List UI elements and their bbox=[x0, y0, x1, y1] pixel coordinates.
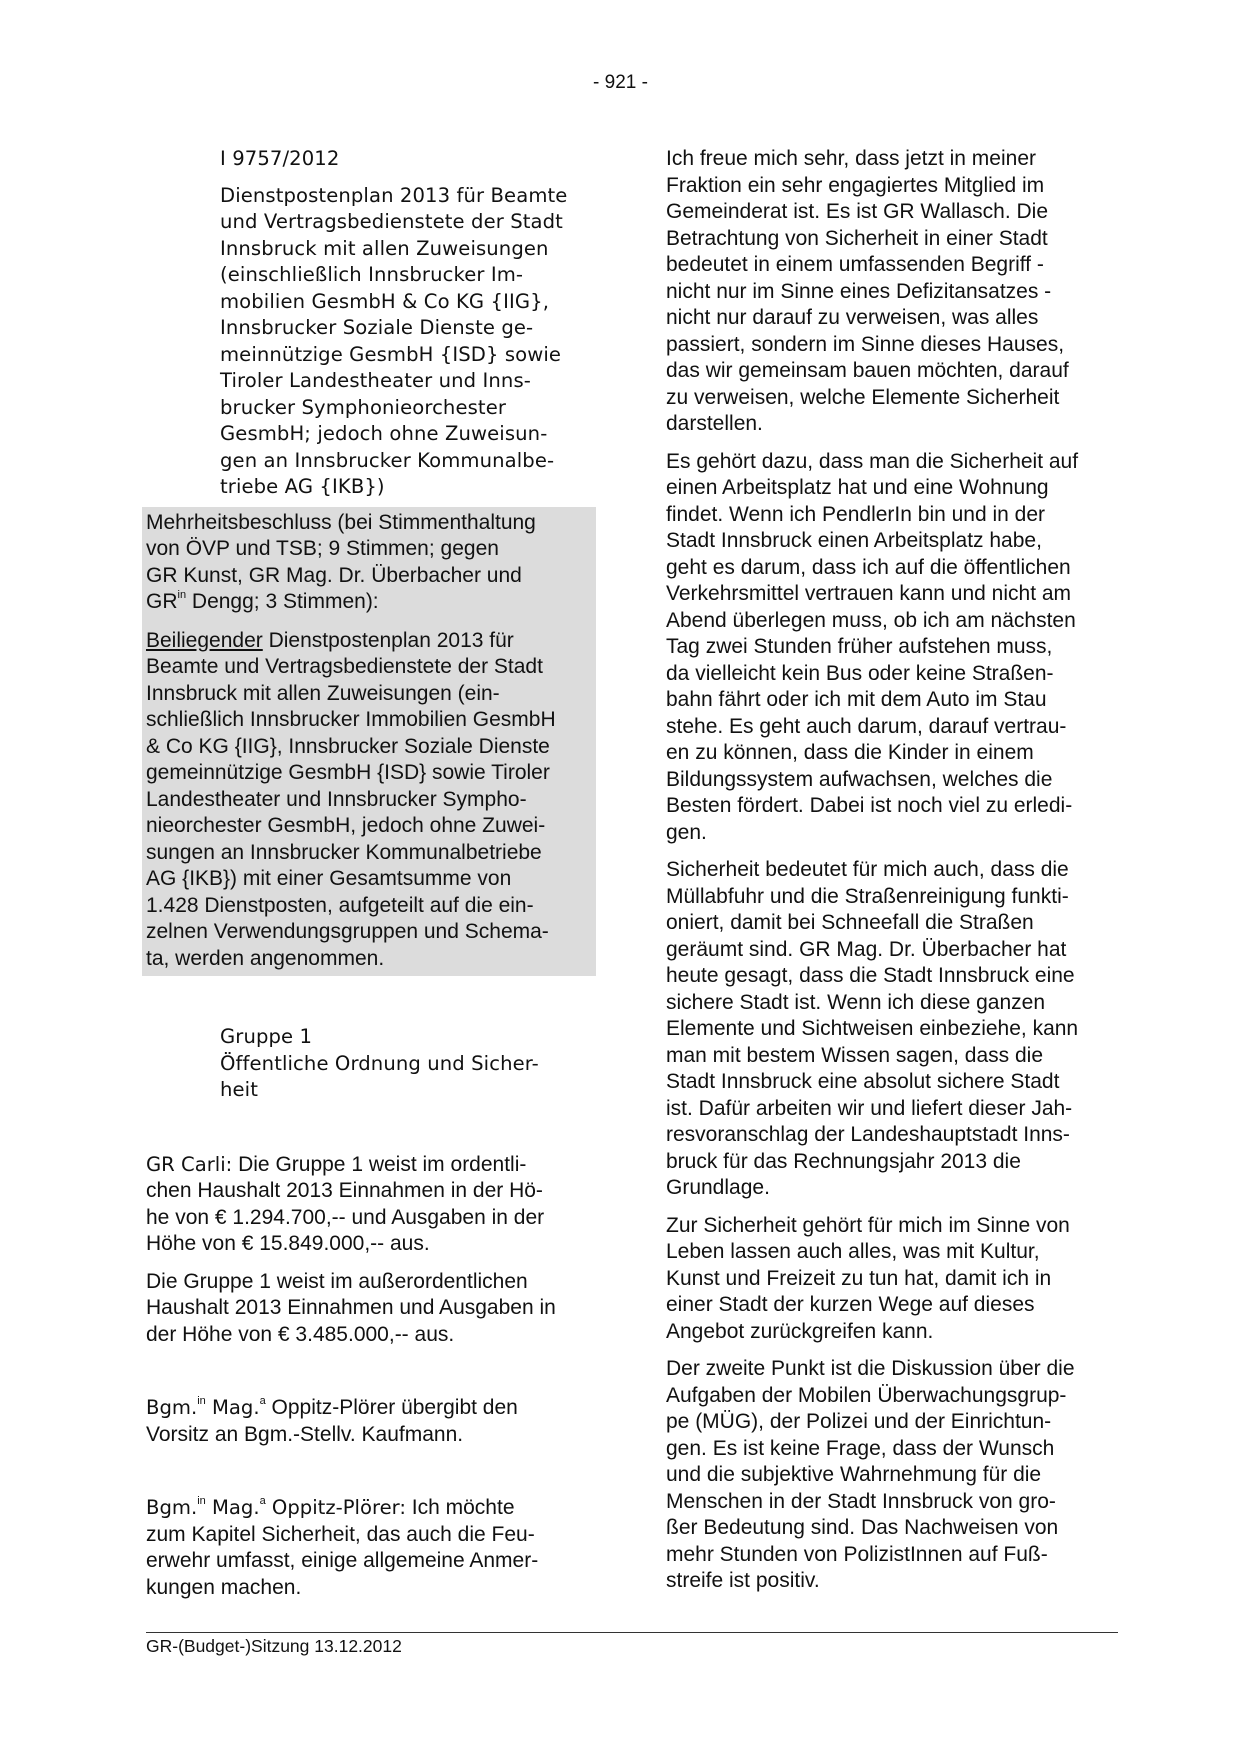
paragraph-line: man mit bestem Wissen sagen, dass die bbox=[666, 1043, 1043, 1067]
footer-divider bbox=[146, 1632, 1118, 1633]
paragraph-line: darstellen. bbox=[666, 412, 763, 435]
paragraph-line: streife ist positiv. bbox=[666, 1569, 820, 1592]
title-line: gen an Innsbrucker Kommunalbe- bbox=[220, 448, 555, 472]
paragraph-line: Kunst und Freizeit zu tun hat, damit ich in bbox=[666, 1266, 1052, 1290]
resolution-line bbox=[146, 589, 592, 616]
handover-paragraph bbox=[146, 1395, 596, 1448]
paragraph-line: bedeutet in einem umfassenden Begriff - bbox=[666, 253, 1044, 276]
decision-line: Landestheater und Innsbrucker Sympho- bbox=[146, 787, 527, 811]
paragraph-line: nicht nur darauf zu verweisen, was alles bbox=[666, 306, 1039, 329]
agenda-item-heading bbox=[220, 146, 596, 501]
decision-line: sungen an Innsbrucker Kommunalbetriebe bbox=[146, 840, 542, 864]
paragraph-line: bahn fährt oder ich mit dem Auto im Stau bbox=[666, 688, 1047, 711]
decision-line: nieorchester GesmbH, jedoch ohne Zuwei- bbox=[146, 814, 546, 837]
title-line: Innsbrucker Soziale Dienste ge- bbox=[220, 316, 534, 339]
paragraph-line: nicht nur im Sinne eines Defizitansatzes - bbox=[666, 279, 1052, 303]
decision-line: ta, werden angenommen. bbox=[146, 946, 385, 970]
paragraph bbox=[666, 857, 1116, 1202]
speech-line: erwehr umfasst, einige allgemeine Anmer- bbox=[146, 1549, 539, 1572]
speech-text: Ich möchte bbox=[405, 1496, 515, 1519]
paragraph-line: Abend überlegen muss, ob ich am nächsten bbox=[666, 608, 1076, 632]
paragraph-line: Menschen in der Stadt Innsbruck von gro- bbox=[666, 1489, 1056, 1513]
paragraph-line: geht es darum, dass ich auf die öffentlichen bbox=[666, 555, 1071, 579]
bgm-superscript: in bbox=[197, 1395, 206, 1407]
paragraph-line: resvoranschlag der Landeshauptstadt Inns- bbox=[666, 1123, 1070, 1146]
decision-line: 1.428 Dienstposten, aufgeteilt auf die ein- bbox=[146, 893, 534, 917]
paragraph-line: Es gehört dazu, dass man die Sicherheit auf bbox=[666, 449, 1079, 473]
paragraph-line: sichere Stadt ist. Wenn ich diese ganzen bbox=[666, 990, 1045, 1014]
agenda-title bbox=[220, 183, 596, 501]
paragraph-line: pe (MÜG), der Polizei und der Einrichtun- bbox=[666, 1410, 1052, 1433]
group-heading bbox=[220, 1024, 596, 1104]
title-line: Innsbruck mit allen Zuweisungen bbox=[220, 236, 549, 260]
group-line: Gruppe 1 bbox=[220, 1025, 313, 1048]
carli-line: chen Haushalt 2013 Einnahmen in der Hö- bbox=[146, 1179, 543, 1202]
paragraph-line: bruck für das Rechnungsjahr 2013 die bbox=[666, 1149, 1021, 1173]
decision-line: AG {IKB}) mit einer Gesamtsumme von bbox=[146, 867, 512, 890]
paragraph-line: und die subjektive Wahrnehmung für die bbox=[666, 1463, 1042, 1486]
speech-paragraph bbox=[146, 1495, 596, 1601]
paragraph-line: das wir gemeinsam bauen möchten, darauf bbox=[666, 359, 1069, 382]
reference-number: I 9757/2012 bbox=[220, 147, 340, 170]
paragraph-line: Tag zwei Stunden früher aufstehen muss, bbox=[666, 635, 1053, 658]
title-line: triebe AG {IKB}) bbox=[220, 475, 385, 498]
paragraph-line: der Höhe von € 3.485.000,-- aus. bbox=[146, 1322, 455, 1346]
paragraph-line: einer Stadt der kurzen Wege auf dieses bbox=[666, 1293, 1035, 1316]
bgm-prefix: Bgm. bbox=[146, 1396, 198, 1419]
title-line: meinnützige GesmbH {ISD} sowie bbox=[220, 342, 562, 366]
resolution-box bbox=[142, 507, 596, 977]
title-line: (einschließlich Innsbrucker Im- bbox=[220, 263, 524, 286]
paragraph bbox=[666, 1213, 1116, 1346]
paragraph-line: Müllabfuhr und die Straßenreinigung funkti- bbox=[666, 884, 1069, 908]
carli-line bbox=[146, 1152, 596, 1179]
right-column bbox=[666, 146, 1116, 1595]
paragraph-line: Bildungssystem aufwachsen, welches die bbox=[666, 767, 1053, 791]
title-line: und Vertragsbedienstete der Stadt bbox=[220, 210, 563, 233]
paragraph-line: Zur Sicherheit gehört für mich im Sinne von bbox=[666, 1213, 1070, 1237]
title-line: Tiroler Landestheater und Inns- bbox=[220, 369, 531, 392]
decision-line: zelnen Verwendungsgruppen und Schema- bbox=[146, 920, 549, 943]
paragraph-line: Angebot zurückgreifen kann. bbox=[666, 1319, 934, 1343]
resolution-line: von ÖVP und TSB; 9 Stimmen; gegen bbox=[146, 537, 499, 560]
paragraph-line: Ich freue mich sehr, dass jetzt in meiner bbox=[666, 147, 1036, 170]
paragraph-line: Aufgaben der Mobilen Überwachungsgrup- bbox=[666, 1383, 1067, 1407]
title-line: mobilien GesmbH & Co KG {IIG}, bbox=[220, 289, 550, 313]
speaker-name: GR Carli: bbox=[146, 1152, 233, 1176]
speech-line: zum Kapitel Sicherheit, das auch die Feu- bbox=[146, 1522, 535, 1546]
paragraph bbox=[666, 449, 1116, 847]
carli-line: he von € 1.294.700,-- und Ausgaben in der bbox=[146, 1205, 545, 1229]
handover-line bbox=[146, 1395, 596, 1422]
decision-line: gemeinnützige GesmbH {ISD} sowie Tiroler bbox=[146, 761, 550, 784]
decision-line: Innsbruck mit allen Zuweisungen (ein- bbox=[146, 681, 500, 705]
group-line: heit bbox=[220, 1078, 258, 1101]
paragraph-line: gen. bbox=[666, 820, 707, 844]
paragraph-line: geräumt sind. GR Mag. Dr. Überbacher hat bbox=[666, 937, 1067, 961]
bgm-prefix: Bgm. bbox=[146, 1496, 198, 1519]
gr-superscript: in bbox=[177, 589, 187, 601]
paragraph-line: Betrachtung von Sicherheit in einer Stadt bbox=[666, 226, 1048, 250]
paragraph-line: findet. Wenn ich PendlerIn bin und in der bbox=[666, 502, 1046, 526]
paragraph-line: Der zweite Punkt ist die Diskussion über die bbox=[666, 1357, 1075, 1380]
title-line: GesmbH; jedoch ohne Zuweisun- bbox=[220, 422, 548, 445]
paragraph-line: heute gesagt, dass die Stadt Innsbruck eine bbox=[666, 964, 1075, 987]
decision-first-rest: Dienstpostenplan 2013 für bbox=[262, 628, 514, 652]
speech-line: kungen machen. bbox=[146, 1575, 302, 1599]
paragraph-line: oniert, damit bei Schneefall die Straßen bbox=[666, 911, 1034, 934]
resolution-line: GR Kunst, GR Mag. Dr. Überbacher und bbox=[146, 563, 522, 587]
paragraph-line: da vielleicht kein Bus oder keine Straßen- bbox=[666, 661, 1054, 685]
paragraph-line: ist. Dafür arbeiten wir und liefert dieser Jah- bbox=[666, 1096, 1073, 1120]
paragraph-line: Gemeinderat ist. Es ist GR Wallasch. Die bbox=[666, 200, 1048, 223]
left-column bbox=[146, 146, 596, 1601]
mag-superscript: a bbox=[259, 1495, 266, 1507]
paragraph-line: Sicherheit bedeutet für mich auch, dass die bbox=[666, 858, 1069, 881]
bgm-superscript: in bbox=[197, 1495, 206, 1507]
paragraph-line: zu verweisen, welche Elemente Sicherheit bbox=[666, 385, 1060, 409]
title-line: brucker Symphonieorchester bbox=[220, 395, 507, 419]
carli-statement bbox=[146, 1152, 596, 1258]
decision-line: schließlich Innsbrucker Immobilien GesmbH bbox=[146, 708, 556, 731]
paragraph-line: einen Arbeitsplatz hat und eine Wohnung bbox=[666, 476, 1049, 499]
paragraph-line: Fraktion ein sehr engagiertes Mitglied im bbox=[666, 173, 1045, 197]
carli-text: Die Gruppe 1 weist im ordentli- bbox=[232, 1152, 527, 1176]
carli-line: Höhe von € 15.849.000,-- aus. bbox=[146, 1232, 430, 1255]
paragraph-line: mehr Stunden von PolizistInnen auf Fuß- bbox=[666, 1542, 1048, 1566]
paragraph-line: Stadt Innsbruck einen Arbeitsplatz habe, bbox=[666, 529, 1042, 552]
page-number: - 921 - bbox=[593, 72, 648, 93]
decision-line: & Co KG {IIG}, Innsbrucker Soziale Dienste bbox=[146, 734, 550, 758]
handover-line: Vorsitz an Bgm.-Stellv. Kaufmann. bbox=[146, 1422, 464, 1446]
resolution-line: Mehrheitsbeschluss (bei Stimmenthaltung bbox=[146, 510, 536, 534]
speech-line bbox=[146, 1495, 596, 1522]
mag-superscript: a bbox=[259, 1395, 266, 1407]
paragraph-line: Haushalt 2013 Einnahmen und Ausgaben in bbox=[146, 1296, 556, 1319]
paragraph-line: gen. Es ist keine Frage, dass der Wunsch bbox=[666, 1436, 1055, 1460]
decision-line bbox=[146, 628, 592, 655]
footer-text: GR-(Budget-)Sitzung 13.12.2012 bbox=[146, 1636, 402, 1656]
decision-text bbox=[146, 628, 592, 973]
mag-prefix: Mag. bbox=[205, 1396, 260, 1419]
paragraph bbox=[666, 1356, 1116, 1595]
paragraph-line: Die Gruppe 1 weist im außerordentlichen bbox=[146, 1269, 528, 1293]
paragraph-line: en zu können, dass die Kinder in einem bbox=[666, 741, 1034, 764]
group-line: Öffentliche Ordnung und Sicher- bbox=[220, 1051, 539, 1075]
paragraph-line: stehe. Es geht auch darum, darauf vertrau- bbox=[666, 714, 1067, 738]
paragraph-line: ßer Bedeutung sind. Das Nachweisen von bbox=[666, 1516, 1059, 1539]
resolution-votes: Dengg; 3 Stimmen): bbox=[186, 590, 379, 613]
paragraph-line: passiert, sondern im Sinne dieses Hauses, bbox=[666, 332, 1065, 356]
gr-prefix: GR bbox=[146, 590, 178, 613]
handover-text: Oppitz-Plörer übergibt den bbox=[265, 1396, 518, 1419]
paragraph-line: Verkehrsmittel vertrauen kann und nicht am bbox=[666, 582, 1072, 605]
paragraph-line: Grundlage. bbox=[666, 1176, 770, 1199]
paragraph-line: Stadt Innsbruck eine absolut sichere Stadt bbox=[666, 1070, 1060, 1093]
paragraph-line: Besten fördert. Dabei ist noch viel zu erledi- bbox=[666, 794, 1073, 817]
speaker-name: Oppitz-Plörer: bbox=[265, 1496, 406, 1519]
paragraph bbox=[666, 146, 1116, 438]
title-line: Dienstpostenplan 2013 für Beamte bbox=[220, 183, 568, 207]
mag-prefix: Mag. bbox=[205, 1496, 260, 1519]
extraordinary-budget-paragraph bbox=[146, 1269, 596, 1349]
decision-underlined-word: Beiliegender bbox=[146, 628, 263, 652]
paragraph-line: Leben lassen auch alles, was mit Kultur, bbox=[666, 1240, 1040, 1263]
paragraph-line: Elemente und Sichtweisen einbeziehe, kann bbox=[666, 1017, 1079, 1040]
decision-line: Beamte und Vertragsbedienstete der Stadt bbox=[146, 655, 543, 678]
